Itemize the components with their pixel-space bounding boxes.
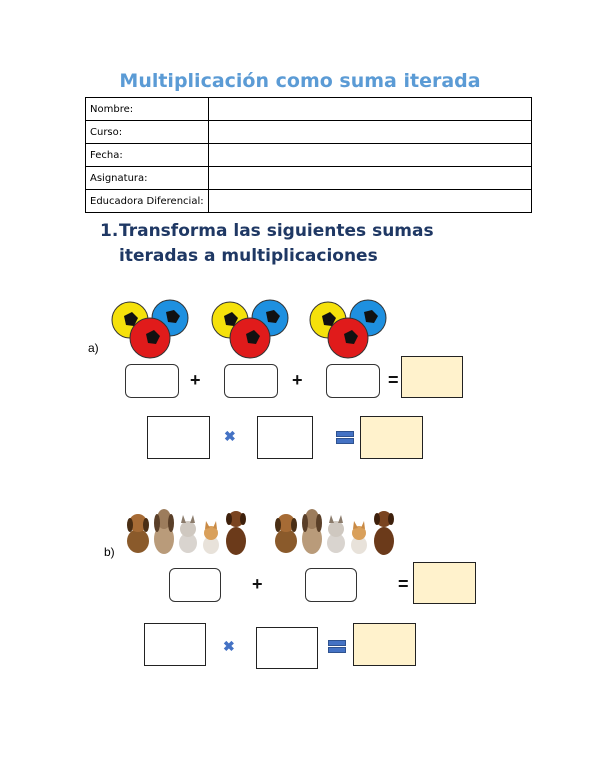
sum-b-result-box[interactable] xyxy=(413,562,476,604)
plus-sign: + xyxy=(252,574,263,594)
dog-group-1 xyxy=(124,505,252,557)
part-b-label: b) xyxy=(104,545,115,559)
mult-a-result-box[interactable] xyxy=(360,416,423,459)
info-value-field[interactable] xyxy=(209,98,532,121)
times-icon: ✖ xyxy=(223,638,235,654)
sum-a-box-1[interactable] xyxy=(125,364,179,398)
part-a-label: a) xyxy=(88,341,99,355)
equals-bar xyxy=(328,647,346,653)
mult-a-box-1[interactable] xyxy=(147,416,210,459)
mult-a-box-2[interactable] xyxy=(257,416,313,459)
mult-b-box-2[interactable] xyxy=(256,627,318,669)
dog-group-2 xyxy=(272,505,400,557)
sum-a-result-box[interactable] xyxy=(401,356,463,398)
info-label: Nombre: xyxy=(86,98,209,121)
info-row-educadora xyxy=(86,190,532,213)
student-info-table xyxy=(85,97,532,213)
info-value-field[interactable] xyxy=(209,167,532,190)
mult-b-box-1[interactable] xyxy=(144,623,206,666)
sum-b-box-2[interactable] xyxy=(305,568,357,602)
question-text: Transforma las siguientes sumas iteradas a multiplicaciones xyxy=(119,221,434,266)
info-value-field[interactable] xyxy=(209,121,532,144)
sum-b-box-1[interactable] xyxy=(169,568,221,602)
sum-a-box-3[interactable] xyxy=(326,364,380,398)
info-value-field[interactable] xyxy=(209,190,532,213)
equals-bar xyxy=(336,438,354,444)
ball-group-1 xyxy=(110,298,192,360)
info-row-asignatura xyxy=(86,167,532,190)
info-row-fecha xyxy=(86,144,532,167)
plus-sign: + xyxy=(190,370,201,390)
equals-sign: = xyxy=(398,574,409,594)
equals-sign: = xyxy=(388,370,399,390)
info-label: Fecha: xyxy=(86,144,209,167)
worksheet-title: Multiplicación como suma iterada xyxy=(119,70,481,92)
equals-bar xyxy=(336,431,354,437)
equals-bar xyxy=(328,640,346,646)
info-label: Educadora Diferencial: xyxy=(86,190,209,213)
info-row-curso xyxy=(86,121,532,144)
info-label: Asignatura: xyxy=(86,167,209,190)
info-value-field[interactable] xyxy=(209,144,532,167)
info-label: Curso: xyxy=(86,121,209,144)
times-icon: ✖ xyxy=(224,428,236,444)
question-number: 1. xyxy=(100,221,119,241)
sum-a-box-2[interactable] xyxy=(224,364,278,398)
plus-sign: + xyxy=(292,370,303,390)
ball-group-2 xyxy=(210,298,292,360)
info-row-nombre xyxy=(86,98,532,121)
ball-group-3 xyxy=(308,298,390,360)
mult-b-result-box[interactable] xyxy=(353,623,416,666)
